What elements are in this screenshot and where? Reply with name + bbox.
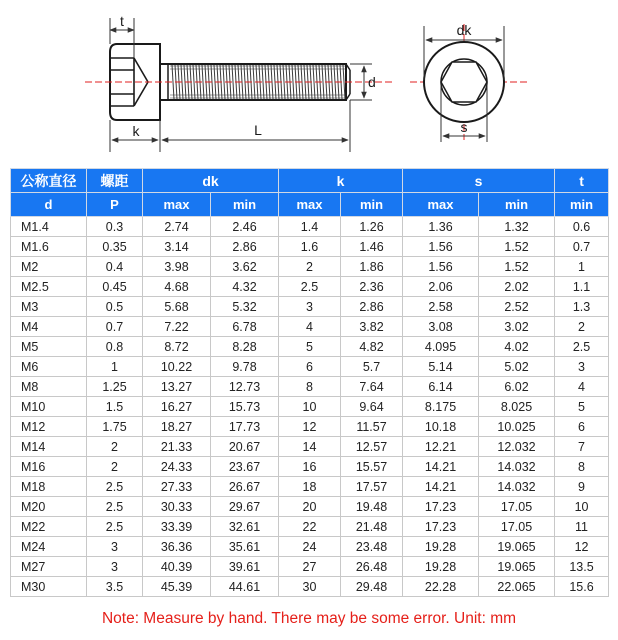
cell-t-min: 0.6 xyxy=(555,217,609,237)
cell-s-max: 3.08 xyxy=(403,317,479,337)
label-d: d xyxy=(368,74,376,90)
cell-size: M24 xyxy=(11,537,87,557)
cell-t-min: 4 xyxy=(555,377,609,397)
front-view xyxy=(424,42,504,122)
cell-dk-max: 16.27 xyxy=(143,397,211,417)
cell-size: M5 xyxy=(11,337,87,357)
cell-pitch: 1 xyxy=(87,357,143,377)
cell-dk-min: 12.73 xyxy=(211,377,279,397)
cell-size: M3 xyxy=(11,297,87,317)
cell-k-min: 9.64 xyxy=(341,397,403,417)
cell-s-min: 22.065 xyxy=(479,577,555,597)
cell-k-max: 3 xyxy=(279,297,341,317)
cell-s-min: 8.025 xyxy=(479,397,555,417)
header-k-min: min xyxy=(341,193,403,217)
cell-t-min: 13.5 xyxy=(555,557,609,577)
cell-size: M1.6 xyxy=(11,237,87,257)
table-row xyxy=(11,357,609,377)
cell-k-max: 8 xyxy=(279,377,341,397)
table-header xyxy=(11,169,609,217)
cell-s-max: 19.28 xyxy=(403,537,479,557)
table-row xyxy=(11,257,609,277)
cell-pitch: 0.45 xyxy=(87,277,143,297)
cell-dk-min: 5.32 xyxy=(211,297,279,317)
cell-t-min: 7 xyxy=(555,437,609,457)
cell-t-min: 3 xyxy=(555,357,609,377)
cell-s-max: 5.14 xyxy=(403,357,479,377)
cell-k-min: 19.48 xyxy=(341,497,403,517)
cell-s-max: 6.14 xyxy=(403,377,479,397)
cell-s-max: 10.18 xyxy=(403,417,479,437)
cell-k-max: 20 xyxy=(279,497,341,517)
header-diameter: 公称直径 xyxy=(11,169,87,193)
header-p: P xyxy=(87,193,143,217)
cell-size: M18 xyxy=(11,477,87,497)
cell-size: M1.4 xyxy=(11,217,87,237)
cell-pitch: 1.75 xyxy=(87,417,143,437)
cell-t-min: 2.5 xyxy=(555,337,609,357)
cell-k-min: 15.57 xyxy=(341,457,403,477)
hex-socket-front xyxy=(441,62,487,102)
cell-s-max: 1.56 xyxy=(403,257,479,277)
header-d: d xyxy=(11,193,87,217)
table-row xyxy=(11,577,609,597)
cell-t-min: 2 xyxy=(555,317,609,337)
cell-k-max: 4 xyxy=(279,317,341,337)
header-t-min: min xyxy=(555,193,609,217)
cell-size: M20 xyxy=(11,497,87,517)
cell-dk-max: 45.39 xyxy=(143,577,211,597)
header-dk: dk xyxy=(143,169,279,193)
cell-k-max: 5 xyxy=(279,337,341,357)
cell-s-max: 17.23 xyxy=(403,497,479,517)
cell-k-min: 17.57 xyxy=(341,477,403,497)
cell-k-min: 1.86 xyxy=(341,257,403,277)
cell-size: M2 xyxy=(11,257,87,277)
header-s: s xyxy=(403,169,555,193)
cell-s-min: 17.05 xyxy=(479,497,555,517)
label-s: s xyxy=(460,119,468,135)
cell-size: M14 xyxy=(11,437,87,457)
note-text: Note: Measure by hand. There may be some error. Unit: mm xyxy=(101,610,517,627)
cell-k-min: 4.82 xyxy=(341,337,403,357)
cell-k-max: 10 xyxy=(279,397,341,417)
cell-s-max: 12.21 xyxy=(403,437,479,457)
cell-s-max: 17.23 xyxy=(403,517,479,537)
cell-dk-max: 3.14 xyxy=(143,237,211,257)
header-k: k xyxy=(279,169,403,193)
table-row xyxy=(11,557,609,577)
cell-s-max: 14.21 xyxy=(403,457,479,477)
table-row xyxy=(11,217,609,237)
cell-s-max: 1.56 xyxy=(403,237,479,257)
table-row xyxy=(11,237,609,257)
cell-size: M4 xyxy=(11,317,87,337)
cell-size: M16 xyxy=(11,457,87,477)
header-s-min: min xyxy=(479,193,555,217)
cell-dk-min: 26.67 xyxy=(211,477,279,497)
cell-dk-max: 5.68 xyxy=(143,297,211,317)
screw-diagram xyxy=(0,0,618,166)
cell-dk-max: 4.68 xyxy=(143,277,211,297)
cell-pitch: 0.4 xyxy=(87,257,143,277)
table-row xyxy=(11,497,609,517)
cell-dk-min: 8.28 xyxy=(211,337,279,357)
cell-pitch: 2.5 xyxy=(87,477,143,497)
table-row xyxy=(11,417,609,437)
cell-k-min: 1.26 xyxy=(341,217,403,237)
cell-dk-max: 33.39 xyxy=(143,517,211,537)
cell-s-min: 12.032 xyxy=(479,437,555,457)
cell-t-min: 15.6 xyxy=(555,577,609,597)
cell-pitch: 2 xyxy=(87,437,143,457)
cell-s-max: 19.28 xyxy=(403,557,479,577)
cell-s-min: 19.065 xyxy=(479,557,555,577)
cell-t-min: 10 xyxy=(555,497,609,517)
label-k: k xyxy=(132,123,140,139)
table-row xyxy=(11,317,609,337)
cell-t-min: 6 xyxy=(555,417,609,437)
cell-size: M6 xyxy=(11,357,87,377)
cell-k-min: 5.7 xyxy=(341,357,403,377)
cell-dk-min: 39.61 xyxy=(211,557,279,577)
header-dk-min: min xyxy=(211,193,279,217)
cell-t-min: 1 xyxy=(555,257,609,277)
cell-pitch: 0.3 xyxy=(87,217,143,237)
cell-dk-min: 32.61 xyxy=(211,517,279,537)
cell-s-min: 6.02 xyxy=(479,377,555,397)
cell-dk-min: 29.67 xyxy=(211,497,279,517)
cell-s-max: 2.06 xyxy=(403,277,479,297)
cell-dk-min: 20.67 xyxy=(211,437,279,457)
label-l: L xyxy=(254,122,262,138)
cell-dk-max: 2.74 xyxy=(143,217,211,237)
cell-s-min: 5.02 xyxy=(479,357,555,377)
cell-k-max: 14 xyxy=(279,437,341,457)
cell-dk-min: 15.73 xyxy=(211,397,279,417)
cell-s-min: 14.032 xyxy=(479,457,555,477)
cell-s-min: 2.02 xyxy=(479,277,555,297)
table-body xyxy=(11,217,609,597)
table-row xyxy=(11,377,609,397)
cell-s-max: 2.58 xyxy=(403,297,479,317)
cell-dk-max: 36.36 xyxy=(143,537,211,557)
cell-t-min: 1.3 xyxy=(555,297,609,317)
cell-k-min: 1.46 xyxy=(341,237,403,257)
label-t: t xyxy=(120,13,124,29)
cell-t-min: 11 xyxy=(555,517,609,537)
table-row xyxy=(11,517,609,537)
cell-dk-min: 35.61 xyxy=(211,537,279,557)
cell-pitch: 0.7 xyxy=(87,317,143,337)
cell-dk-max: 8.72 xyxy=(143,337,211,357)
cell-k-min: 2.86 xyxy=(341,297,403,317)
cell-s-min: 17.05 xyxy=(479,517,555,537)
cell-k-min: 2.36 xyxy=(341,277,403,297)
cell-k-max: 16 xyxy=(279,457,341,477)
label-dk: dk xyxy=(456,22,472,38)
cell-t-min: 1.1 xyxy=(555,277,609,297)
cell-dk-min: 4.32 xyxy=(211,277,279,297)
cell-k-min: 12.57 xyxy=(341,437,403,457)
cell-size: M27 xyxy=(11,557,87,577)
cell-k-max: 6 xyxy=(279,357,341,377)
cell-pitch: 0.5 xyxy=(87,297,143,317)
cell-dk-max: 13.27 xyxy=(143,377,211,397)
cell-size: M30 xyxy=(11,577,87,597)
cell-t-min: 12 xyxy=(555,537,609,557)
cell-s-min: 2.52 xyxy=(479,297,555,317)
table-row xyxy=(11,537,609,557)
cell-dk-min: 9.78 xyxy=(211,357,279,377)
cell-s-min: 19.065 xyxy=(479,537,555,557)
cell-dk-max: 7.22 xyxy=(143,317,211,337)
cell-k-max: 2 xyxy=(279,257,341,277)
cell-pitch: 0.35 xyxy=(87,237,143,257)
cell-pitch: 1.5 xyxy=(87,397,143,417)
cell-k-max: 18 xyxy=(279,477,341,497)
table-row xyxy=(11,277,609,297)
table-row xyxy=(11,457,609,477)
cell-dk-max: 30.33 xyxy=(143,497,211,517)
cell-dk-min: 2.46 xyxy=(211,217,279,237)
table-row xyxy=(11,437,609,457)
cell-dk-min: 2.86 xyxy=(211,237,279,257)
cell-dk-min: 23.67 xyxy=(211,457,279,477)
cell-s-min: 4.02 xyxy=(479,337,555,357)
header-k-max: max xyxy=(279,193,341,217)
table-row xyxy=(11,477,609,497)
cell-k-max: 2.5 xyxy=(279,277,341,297)
cell-pitch: 1.25 xyxy=(87,377,143,397)
cell-s-min: 1.52 xyxy=(479,257,555,277)
cell-k-max: 12 xyxy=(279,417,341,437)
cell-dk-max: 24.33 xyxy=(143,457,211,477)
cell-size: M10 xyxy=(11,397,87,417)
header-t: t xyxy=(555,169,609,193)
cell-k-max: 24 xyxy=(279,537,341,557)
cell-dk-min: 6.78 xyxy=(211,317,279,337)
spec-table xyxy=(10,168,609,597)
cell-s-max: 14.21 xyxy=(403,477,479,497)
cell-t-min: 9 xyxy=(555,477,609,497)
cell-size: M2.5 xyxy=(11,277,87,297)
cell-s-max: 22.28 xyxy=(403,577,479,597)
cell-t-min: 0.7 xyxy=(555,237,609,257)
cell-k-max: 1.4 xyxy=(279,217,341,237)
cell-s-min: 3.02 xyxy=(479,317,555,337)
table-row xyxy=(11,337,609,357)
cell-dk-max: 27.33 xyxy=(143,477,211,497)
cell-dk-max: 21.33 xyxy=(143,437,211,457)
cell-k-min: 21.48 xyxy=(341,517,403,537)
cell-size: M22 xyxy=(11,517,87,537)
cell-k-min: 26.48 xyxy=(341,557,403,577)
cell-k-min: 23.48 xyxy=(341,537,403,557)
cell-s-min: 1.32 xyxy=(479,217,555,237)
cell-s-min: 10.025 xyxy=(479,417,555,437)
cell-dk-max: 40.39 xyxy=(143,557,211,577)
cell-s-min: 1.52 xyxy=(479,237,555,257)
cell-pitch: 0.8 xyxy=(87,337,143,357)
cell-dk-min: 17.73 xyxy=(211,417,279,437)
cell-t-min: 5 xyxy=(555,397,609,417)
cell-dk-min: 44.61 xyxy=(211,577,279,597)
cell-k-min: 3.82 xyxy=(341,317,403,337)
header-pitch: 螺距 xyxy=(87,169,143,193)
cell-s-max: 4.095 xyxy=(403,337,479,357)
cell-pitch: 2.5 xyxy=(87,497,143,517)
cell-pitch: 2.5 xyxy=(87,517,143,537)
cell-size: M8 xyxy=(11,377,87,397)
header-dk-max: max xyxy=(143,193,211,217)
cell-dk-max: 10.22 xyxy=(143,357,211,377)
cell-k-min: 29.48 xyxy=(341,577,403,597)
cell-t-min: 8 xyxy=(555,457,609,477)
cell-k-max: 27 xyxy=(279,557,341,577)
cell-k-min: 11.57 xyxy=(341,417,403,437)
cell-pitch: 3 xyxy=(87,557,143,577)
cell-s-max: 8.175 xyxy=(403,397,479,417)
cell-dk-min: 3.62 xyxy=(211,257,279,277)
table-row xyxy=(11,297,609,317)
cell-pitch: 3 xyxy=(87,537,143,557)
cell-dk-max: 3.98 xyxy=(143,257,211,277)
cell-k-max: 22 xyxy=(279,517,341,537)
cell-s-max: 1.36 xyxy=(403,217,479,237)
cell-dk-max: 18.27 xyxy=(143,417,211,437)
cell-pitch: 2 xyxy=(87,457,143,477)
table-row xyxy=(11,397,609,417)
cell-s-min: 14.032 xyxy=(479,477,555,497)
cell-pitch: 3.5 xyxy=(87,577,143,597)
cell-size: M12 xyxy=(11,417,87,437)
cell-k-min: 7.64 xyxy=(341,377,403,397)
cell-k-max: 1.6 xyxy=(279,237,341,257)
cell-k-max: 30 xyxy=(279,577,341,597)
header-s-max: max xyxy=(403,193,479,217)
